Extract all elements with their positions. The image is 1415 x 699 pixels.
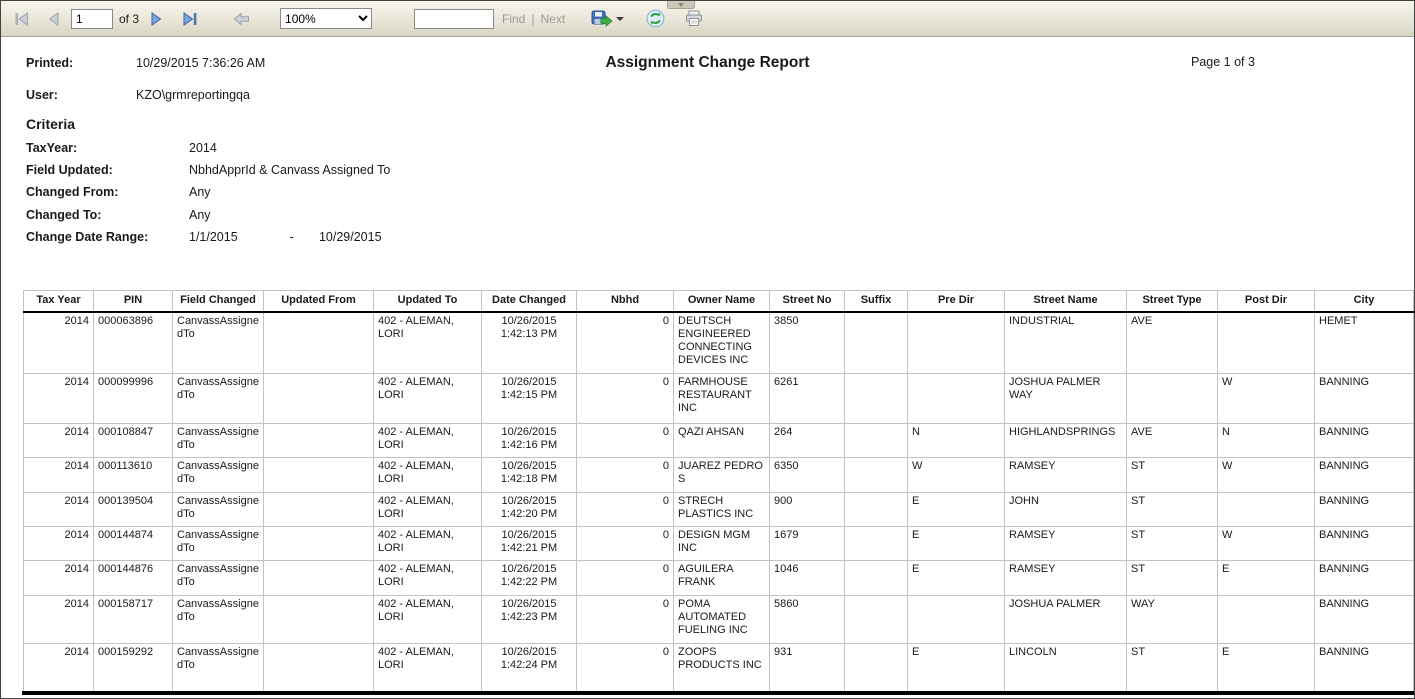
table-cell: 000139504 bbox=[94, 493, 173, 527]
table-cell: 0 bbox=[577, 561, 674, 596]
table-cell: 2014 bbox=[24, 493, 94, 527]
table-row bbox=[24, 493, 1414, 527]
print-icon bbox=[685, 10, 703, 27]
last-page-icon bbox=[181, 12, 199, 26]
table-row bbox=[24, 374, 1414, 424]
assignment-change-table bbox=[23, 290, 1414, 692]
table-cell: DESIGN MGM INC bbox=[674, 527, 770, 561]
table-cell: E bbox=[1218, 644, 1315, 692]
column-header-city: City bbox=[1315, 291, 1414, 312]
table-cell bbox=[264, 374, 374, 424]
table-cell bbox=[264, 312, 374, 374]
table-cell: 402 - ALEMAN, LORI bbox=[374, 644, 482, 692]
table-row bbox=[24, 312, 1414, 374]
table-cell: 000158717 bbox=[94, 596, 173, 644]
table-cell: 10/26/2015 1:42:18 PM bbox=[482, 458, 577, 493]
table-cell: POMA AUTOMATED FUELING INC bbox=[674, 596, 770, 644]
table-cell bbox=[845, 493, 908, 527]
table-cell: 10/26/2015 1:42:13 PM bbox=[482, 312, 577, 374]
first-page-icon bbox=[13, 12, 31, 26]
table-cell: CanvassAssignedTo bbox=[173, 424, 264, 458]
page-boundary-line bbox=[22, 691, 1414, 695]
table-cell: 402 - ALEMAN, LORI bbox=[374, 527, 482, 561]
table-cell: W bbox=[1218, 527, 1315, 561]
criteria-value-changed-from: Any bbox=[189, 185, 211, 199]
criteria-value-date-range bbox=[189, 230, 382, 244]
export-button[interactable] bbox=[587, 7, 628, 30]
table-cell: 6261 bbox=[770, 374, 845, 424]
table-cell: WAY bbox=[1127, 596, 1218, 644]
table-cell bbox=[845, 374, 908, 424]
table-cell: N bbox=[1218, 424, 1315, 458]
table-cell: 0 bbox=[577, 527, 674, 561]
criteria-label-changed-to: Changed To: bbox=[26, 208, 102, 222]
report-page bbox=[1, 37, 1414, 698]
table-cell: CanvassAssignedTo bbox=[173, 493, 264, 527]
find-input[interactable] bbox=[414, 9, 494, 29]
table-cell: 0 bbox=[577, 596, 674, 644]
table-cell: 2014 bbox=[24, 527, 94, 561]
last-page-button[interactable] bbox=[177, 9, 203, 29]
table-cell bbox=[845, 527, 908, 561]
table-cell: BANNING bbox=[1315, 374, 1414, 424]
table-cell: QAZI AHSAN bbox=[674, 424, 770, 458]
table-cell: BANNING bbox=[1315, 458, 1414, 493]
table-cell: JOSHUA PALMER WAY bbox=[1005, 374, 1127, 424]
page-number-input[interactable] bbox=[71, 9, 113, 29]
column-header-updated-from: Updated From bbox=[264, 291, 374, 312]
table-cell bbox=[908, 374, 1005, 424]
table-cell: 402 - ALEMAN, LORI bbox=[374, 493, 482, 527]
table-cell: 2014 bbox=[24, 561, 94, 596]
table-cell: LINCOLN bbox=[1005, 644, 1127, 692]
table-cell: 3850 bbox=[770, 312, 845, 374]
table-cell: 0 bbox=[577, 644, 674, 692]
column-header-nbhd: Nbhd bbox=[577, 291, 674, 312]
next-link[interactable]: Next bbox=[540, 11, 566, 26]
column-header-suffix: Suffix bbox=[845, 291, 908, 312]
table-cell: 0 bbox=[577, 424, 674, 458]
export-caret-icon bbox=[616, 17, 624, 21]
table-cell: W bbox=[1218, 374, 1315, 424]
report-toolbar bbox=[1, 1, 1414, 37]
back-to-parent-button[interactable] bbox=[229, 9, 254, 29]
table-cell: 0 bbox=[577, 374, 674, 424]
table-cell: 10/26/2015 1:42:23 PM bbox=[482, 596, 577, 644]
table-cell: CanvassAssignedTo bbox=[173, 374, 264, 424]
table-cell: 0 bbox=[577, 493, 674, 527]
next-page-button[interactable] bbox=[145, 9, 167, 29]
table-cell: CanvassAssignedTo bbox=[173, 458, 264, 493]
table-cell: 402 - ALEMAN, LORI bbox=[374, 312, 482, 374]
back-to-parent-icon bbox=[233, 12, 250, 26]
table-cell bbox=[264, 458, 374, 493]
first-page-button[interactable] bbox=[9, 9, 35, 29]
table-cell: AVE bbox=[1127, 424, 1218, 458]
table-cell: 402 - ALEMAN, LORI bbox=[374, 596, 482, 644]
table-cell: JOHN bbox=[1005, 493, 1127, 527]
previous-page-button[interactable] bbox=[43, 9, 65, 29]
date-range-dash: - bbox=[289, 230, 294, 244]
column-header-pre-dir: Pre Dir bbox=[908, 291, 1005, 312]
column-header-tax-year: Tax Year bbox=[24, 291, 94, 312]
printed-label: Printed: bbox=[26, 56, 74, 70]
table-cell: BANNING bbox=[1315, 561, 1414, 596]
table-cell bbox=[264, 596, 374, 644]
user-value: KZO\grmreportingqa bbox=[136, 88, 250, 102]
table-cell: W bbox=[908, 458, 1005, 493]
column-header-field-changed: Field Changed bbox=[173, 291, 264, 312]
table-cell: 000159292 bbox=[94, 644, 173, 692]
table-cell: 402 - ALEMAN, LORI bbox=[374, 561, 482, 596]
table-cell: BANNING bbox=[1315, 596, 1414, 644]
table-cell bbox=[845, 424, 908, 458]
table-cell: AGUILERA FRANK bbox=[674, 561, 770, 596]
table-cell: AVE bbox=[1127, 312, 1218, 374]
table-cell: BANNING bbox=[1315, 493, 1414, 527]
table-cell: 2014 bbox=[24, 458, 94, 493]
table-cell: E bbox=[908, 644, 1005, 692]
column-header-street-no: Street No bbox=[770, 291, 845, 312]
table-cell: ST bbox=[1127, 493, 1218, 527]
column-header-owner-name: Owner Name bbox=[674, 291, 770, 312]
table-cell bbox=[264, 644, 374, 692]
table-cell: BANNING bbox=[1315, 424, 1414, 458]
table-cell: ST bbox=[1127, 644, 1218, 692]
column-header-updated-to: Updated To bbox=[374, 291, 482, 312]
table-cell: 000113610 bbox=[94, 458, 173, 493]
table-cell: 0 bbox=[577, 458, 674, 493]
table-cell: 10/26/2015 1:42:21 PM bbox=[482, 527, 577, 561]
table-cell: RAMSEY bbox=[1005, 458, 1127, 493]
report-title: Assignment Change Report bbox=[605, 54, 810, 71]
table-cell bbox=[845, 561, 908, 596]
table-cell: ST bbox=[1127, 527, 1218, 561]
export-icon bbox=[591, 10, 613, 27]
criteria-heading: Criteria bbox=[26, 116, 76, 132]
table-cell: DEUTSCH ENGINEERED CONNECTING DEVICES INC bbox=[674, 312, 770, 374]
table-header-row bbox=[24, 291, 1414, 312]
date-range-to: 10/29/2015 bbox=[318, 230, 382, 244]
table-cell: ST bbox=[1127, 561, 1218, 596]
table-cell: 000108847 bbox=[94, 424, 173, 458]
page-count-label: of 3 bbox=[119, 11, 140, 26]
table-cell bbox=[264, 424, 374, 458]
criteria-value-field-updated: NbhdApprId & Canvass Assigned To bbox=[189, 163, 391, 177]
table-cell: STRECH PLASTICS INC bbox=[674, 493, 770, 527]
table-cell: JOSHUA PALMER bbox=[1005, 596, 1127, 644]
table-cell: 2014 bbox=[24, 644, 94, 692]
criteria-label-date-range: Change Date Range: bbox=[26, 230, 149, 244]
table-cell: 1046 bbox=[770, 561, 845, 596]
table-cell: ST bbox=[1127, 458, 1218, 493]
next-page-icon bbox=[149, 12, 163, 26]
toolbar-collapse-handle[interactable] bbox=[667, 1, 695, 9]
table-cell: 402 - ALEMAN, LORI bbox=[374, 374, 482, 424]
table-cell: 931 bbox=[770, 644, 845, 692]
table-cell bbox=[845, 312, 908, 374]
table-cell bbox=[908, 596, 1005, 644]
find-next-separator: | bbox=[531, 11, 535, 26]
table-cell: E bbox=[1218, 561, 1315, 596]
table-cell: N bbox=[908, 424, 1005, 458]
report-table-container bbox=[23, 290, 1414, 692]
table-row bbox=[24, 458, 1414, 493]
table-cell: CanvassAssignedTo bbox=[173, 596, 264, 644]
table-cell: ZOOPS PRODUCTS INC bbox=[674, 644, 770, 692]
table-cell bbox=[1218, 596, 1315, 644]
table-row bbox=[24, 596, 1414, 644]
criteria-label-changed-from: Changed From: bbox=[26, 185, 119, 199]
zoom-select[interactable] bbox=[280, 8, 372, 29]
table-cell: 2014 bbox=[24, 424, 94, 458]
printed-value: 10/29/2015 7:36:26 AM bbox=[136, 56, 266, 70]
collapse-handle-icon bbox=[678, 3, 684, 7]
column-header-street-name: Street Name bbox=[1005, 291, 1127, 312]
table-cell: INDUSTRIAL bbox=[1005, 312, 1127, 374]
table-cell: 000099996 bbox=[94, 374, 173, 424]
column-header-date-changed: Date Changed bbox=[482, 291, 577, 312]
table-row bbox=[24, 527, 1414, 561]
table-cell: CanvassAssignedTo bbox=[173, 312, 264, 374]
print-button[interactable] bbox=[681, 7, 707, 30]
table-row bbox=[24, 644, 1414, 692]
column-header-post-dir: Post Dir bbox=[1218, 291, 1315, 312]
table-cell: BANNING bbox=[1315, 644, 1414, 692]
table-cell: HIGHLANDSPRINGS bbox=[1005, 424, 1127, 458]
table-cell: 000063896 bbox=[94, 312, 173, 374]
table-cell: RAMSEY bbox=[1005, 527, 1127, 561]
table-cell bbox=[1218, 312, 1315, 374]
table-cell bbox=[264, 561, 374, 596]
table-cell: 6350 bbox=[770, 458, 845, 493]
table-cell: 10/26/2015 1:42:22 PM bbox=[482, 561, 577, 596]
table-cell: 264 bbox=[770, 424, 845, 458]
find-link[interactable]: Find bbox=[502, 11, 526, 26]
table-cell: CanvassAssignedTo bbox=[173, 561, 264, 596]
table-cell: 10/26/2015 1:42:24 PM bbox=[482, 644, 577, 692]
column-header-pin: PIN bbox=[94, 291, 173, 312]
user-label: User: bbox=[26, 88, 58, 102]
refresh-icon bbox=[646, 9, 665, 28]
table-cell: 1679 bbox=[770, 527, 845, 561]
table-row bbox=[24, 424, 1414, 458]
column-header-street-type: Street Type bbox=[1127, 291, 1218, 312]
table-cell bbox=[845, 644, 908, 692]
page-indicator: Page 1 of 3 bbox=[1191, 55, 1255, 69]
refresh-button[interactable] bbox=[642, 6, 669, 31]
criteria-value-changed-to: Any bbox=[189, 208, 211, 222]
table-cell: 10/26/2015 1:42:20 PM bbox=[482, 493, 577, 527]
table-cell: 0 bbox=[577, 312, 674, 374]
table-cell: HEMET bbox=[1315, 312, 1414, 374]
table-cell: CanvassAssignedTo bbox=[173, 527, 264, 561]
table-cell bbox=[845, 458, 908, 493]
table-cell: CanvassAssignedTo bbox=[173, 644, 264, 692]
table-cell: 2014 bbox=[24, 596, 94, 644]
table-cell bbox=[845, 596, 908, 644]
table-cell bbox=[264, 493, 374, 527]
table-cell: BANNING bbox=[1315, 527, 1414, 561]
table-cell: 000144876 bbox=[94, 561, 173, 596]
table-row bbox=[24, 561, 1414, 596]
table-cell: 5860 bbox=[770, 596, 845, 644]
criteria-label-taxyear: TaxYear: bbox=[26, 141, 78, 155]
table-cell: W bbox=[1218, 458, 1315, 493]
criteria-label-field-updated: Field Updated: bbox=[26, 163, 113, 177]
table-cell: 402 - ALEMAN, LORI bbox=[374, 458, 482, 493]
date-range-from: 1/1/2015 bbox=[189, 230, 238, 244]
table-cell: 10/26/2015 1:42:15 PM bbox=[482, 374, 577, 424]
table-cell: E bbox=[908, 527, 1005, 561]
table-cell: E bbox=[908, 493, 1005, 527]
table-cell: FARMHOUSE RESTAURANT INC bbox=[674, 374, 770, 424]
table-cell: 10/26/2015 1:42:16 PM bbox=[482, 424, 577, 458]
table-cell bbox=[1218, 493, 1315, 527]
table-cell bbox=[264, 527, 374, 561]
previous-page-icon bbox=[47, 12, 61, 26]
table-cell: 402 - ALEMAN, LORI bbox=[374, 424, 482, 458]
table-cell: 900 bbox=[770, 493, 845, 527]
table-cell: JUAREZ PEDRO S bbox=[674, 458, 770, 493]
table-cell: RAMSEY bbox=[1005, 561, 1127, 596]
criteria-value-taxyear: 2014 bbox=[189, 141, 217, 155]
table-cell: 000144874 bbox=[94, 527, 173, 561]
table-cell bbox=[908, 312, 1005, 374]
table-cell: 2014 bbox=[24, 312, 94, 374]
table-cell bbox=[1127, 374, 1218, 424]
table-cell: E bbox=[908, 561, 1005, 596]
table-cell: 2014 bbox=[24, 374, 94, 424]
